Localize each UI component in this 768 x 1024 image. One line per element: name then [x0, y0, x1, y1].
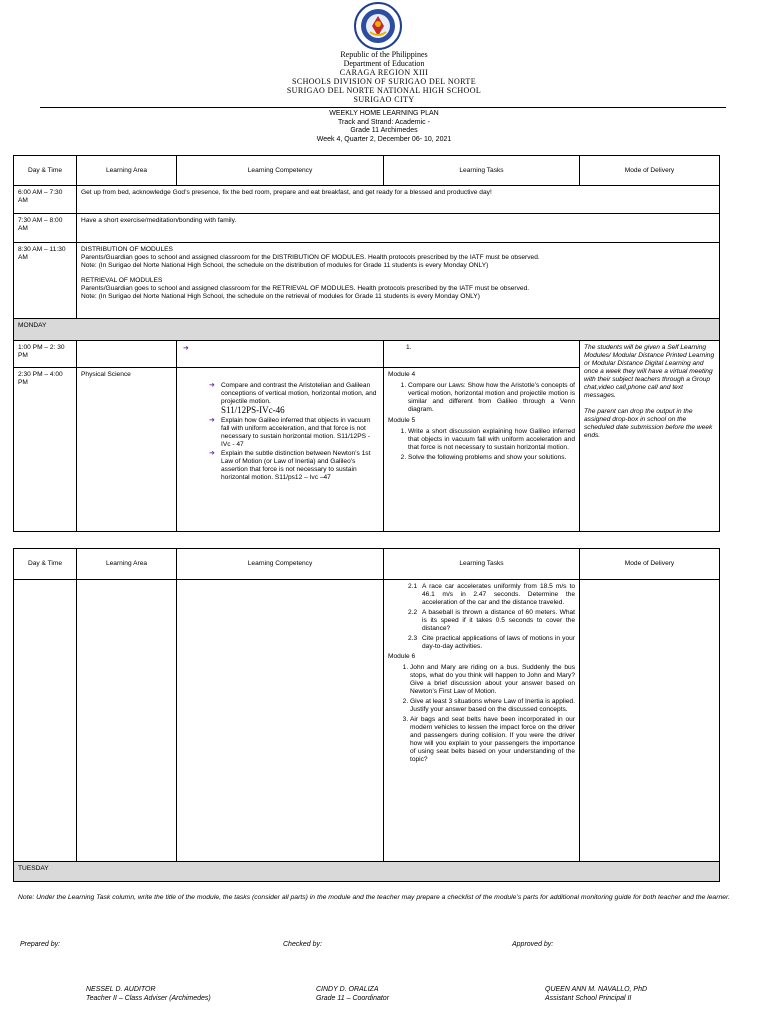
table-row	[14, 243, 720, 319]
row-modules-info	[77, 243, 720, 319]
header-line-region: CARAGA REGION XIII	[339, 68, 429, 77]
header-divider	[40, 107, 726, 108]
delivery-text-1: The students will be given a Self Learning Modules/ Modular Distance Printed Learning or Modular Distance Digital Learning and once a week they will have a virtual meeting with their subject teachers through a Group chat,video call,phone call and text messages.	[584, 344, 715, 399]
title-line-4: Week 4, Quarter 2, December 06- 10, 2021	[316, 135, 452, 143]
arrow-bullet-icon: ➜	[209, 382, 215, 389]
header-line-deped: Department of Education	[343, 59, 425, 68]
competency-item: ➜ Explain the subtle distinction between Newton’s 1st Law of Motion (or Law of Inertia) and Galileo’s assertion that force is not necessary to sustain horizontal motion. S11/ps12 – Ivc –47	[209, 450, 371, 481]
row-competency	[177, 341, 384, 368]
approved-role: Assistant School Principal II	[545, 995, 632, 1002]
learning-plan-table-1	[13, 155, 720, 532]
school-header	[0, 50, 768, 104]
retrieval-body: Parents/Guardian goes to school and assigned classroom for the RETRIEVAL OF MODULES. Health protocols prescribed by the IATF must be observed.	[81, 285, 530, 292]
col-header-day-time: Day & Time	[14, 156, 77, 186]
row-competency	[177, 368, 384, 532]
title-line-1: WEEKLY HOME LEARNING PLAN	[329, 110, 439, 117]
header-line-republic: Republic of the Philippines	[340, 50, 428, 59]
task-item: 3. Air bags and seat belts have been incorporated in our modern vehicles to lessen the impact force on the driver and passengers during collision. If you were the driver how will you explain to your passengers the importance of using seat belts based on your understanding of the topic?	[410, 716, 575, 764]
row-area	[77, 341, 177, 368]
arrow-bullet-icon: ➜	[209, 417, 215, 424]
checked-by-signatory	[316, 985, 389, 1003]
competency-item: ➜ Compare and contrast the Aristotelian and Galilean conceptions of vertical motion, horizontal motion, and projectile motion. S11/12PS-IVc-46	[209, 382, 377, 415]
header-line-school: SURIGAO DEL NORTE NATIONAL HIGH SCHOOL	[286, 86, 482, 95]
approved-name: QUEEN ANN M. NAVALLO, PhD	[545, 986, 648, 993]
day-label-monday: MONDAY	[14, 319, 720, 341]
day-label-tuesday: TUESDAY	[14, 862, 720, 882]
prepared-name: NESSEL D. AUDITOR	[86, 986, 156, 993]
col-header-mode-of-delivery: Mode of Delivery	[580, 156, 720, 186]
row-tasks	[384, 368, 580, 532]
row-area: Physical Science	[77, 368, 177, 532]
checked-role: Grade 11 – Coordinator	[316, 995, 390, 1002]
title-line-2: Track and Strand: Academic -	[338, 118, 430, 126]
col-header-learning-tasks: Learning Tasks	[384, 156, 580, 186]
retrieval-title: RETRIEVAL OF MODULES	[81, 277, 163, 284]
table-row	[14, 580, 720, 862]
mode-of-delivery-cell	[580, 341, 720, 532]
col-header-mode-of-delivery: Mode of Delivery	[580, 549, 720, 580]
row-activity: Get up from bed, acknowledge God’s presence, fix the bed room, prepare and eat breakfast, and get ready for a blessed and productive day!	[77, 186, 720, 214]
col-header-learning-competency: Learning Competency	[177, 549, 384, 580]
col-header-learning-area: Learning Area	[77, 549, 177, 580]
approved-by-label: Approved by:	[512, 941, 554, 948]
row-time: 8:30 AM – 11:30 AM	[14, 243, 77, 319]
row-time: 1:00 PM – 2: 30 PM	[14, 341, 77, 368]
row-activity: Have a short exercise/meditation/bonding with family.	[77, 214, 720, 243]
prepared-by-signatory	[86, 985, 211, 1003]
task-item: 1. John and Mary are riding on a bus. Suddenly the bus stops, what do you think will happen to John and Mary? Give a brief discussion about your answer based on Newton’s First Law of Motion.	[410, 664, 575, 696]
plan-title	[0, 110, 768, 144]
prepared-by-label: Prepared by:	[20, 941, 61, 948]
retrieval-note: Note: (In Surigao del Norte National High School, the schedule on the retrieval of modules for Grade 11 students is every Monday ONLY)	[81, 293, 480, 300]
distribution-body: Parents/Guardian goes to school and assigned classroom for the DISTRIBUTION OF MODULES. Health protocols prescribed by the IATF must be observed.	[81, 254, 540, 261]
table-row	[14, 186, 720, 214]
task-item: 2. Give at least 3 situations where Law of Inertia is applied. Justify your answer based on the discussed concepts.	[410, 698, 575, 714]
header-line-city: SURIGAO CITY	[353, 95, 415, 104]
approved-by-signatory	[545, 985, 647, 1003]
learning-plan-table-2	[13, 548, 720, 882]
distribution-title: DISTRIBUTION OF MODULES	[81, 246, 173, 253]
competency-item: ➜ Explain how Galileo inferred that objects in vacuum fall with uniform acceleration, and that force is not necessary to sustain horizontal motion. S11/12PS -IVc - 47	[209, 417, 371, 448]
sub-task-2-3: 2.3 Cite practical applications of laws of motions in your day-to-day activities.	[408, 635, 575, 650]
deped-seal-logo	[354, 2, 402, 50]
row-task	[384, 341, 580, 368]
col-header-day-time: Day & Time	[14, 549, 77, 580]
distribution-note: Note: (In Surigao del Norte National High School, the schedule on the distribution of modules for Grade 11 students is every Monday ONLY)	[81, 262, 489, 269]
table-row	[14, 214, 720, 243]
header-line-division: SCHOOLS DIVISION OF SURIGAO DEL NORTE	[291, 77, 477, 86]
task-item: 1. Write a short discussion explaining how Galileo inferred that objects in vacuum fall with uniform acceleration and that force is not necessary to sustain horizontal motion.	[408, 428, 575, 452]
row-time: 7:30 AM – 8:00 AM	[14, 214, 77, 243]
checked-name: CINDY D. ORALIZA	[316, 986, 379, 993]
row-time: 6:00 AM – 7:30 AM	[14, 186, 77, 214]
table-row	[14, 341, 720, 368]
task-item: 1. Compare our Laws: Show how the Aristotle’s concepts of vertical motion, horizontal motion and projectile motion is similar and different from Galileo through a Venn diagram.	[408, 382, 575, 414]
checked-by-label: Checked by:	[283, 941, 322, 948]
task-item: 2. Solve the following problems and show your solutions.	[408, 454, 575, 462]
sub-task-2-1: 2.1 A race car accelerates uniformly from 18.5 m/s to 46.1 m/s in 2.47 seconds. Determine the acceleration of the car and the distance traveled.	[408, 583, 575, 606]
module-4-title: Module 4	[388, 371, 416, 378]
col-header-learning-competency: Learning Competency	[177, 156, 384, 186]
row-time: 2:30 PM – 4:00 PM	[14, 368, 77, 532]
module-5-title: Module 5	[388, 417, 416, 424]
task-number: 1.	[406, 344, 412, 351]
title-line-3: Grade 11 Archimedes	[350, 127, 418, 134]
arrow-bullet-icon: ➜	[183, 345, 189, 352]
sub-task-2-2: 2.2 A baseball is thrown a distance of 60 meters. What is its speed if it takes 0.5 seconds to cover the distance?	[408, 609, 575, 632]
prepared-role: Teacher II – Class Adviser (Archimedes)	[86, 995, 211, 1002]
row-tasks	[384, 580, 580, 862]
learning-task-note: Note: Under the Learning Task column, write the title of the module, the tasks (consider all parts) in the module and the teacher may prepare a checklist of the module’s parts for additional monitoring guide for both teacher and the learner.	[18, 894, 730, 901]
module-6-title: Module 6	[388, 653, 416, 660]
col-header-learning-area: Learning Area	[77, 156, 177, 186]
col-header-learning-tasks: Learning Tasks	[384, 549, 580, 580]
delivery-text-2: The parent can drop the output in the assigned drop-box in school on the scheduled date submission before the week ends.	[584, 408, 713, 439]
arrow-bullet-icon: ➜	[209, 450, 215, 457]
